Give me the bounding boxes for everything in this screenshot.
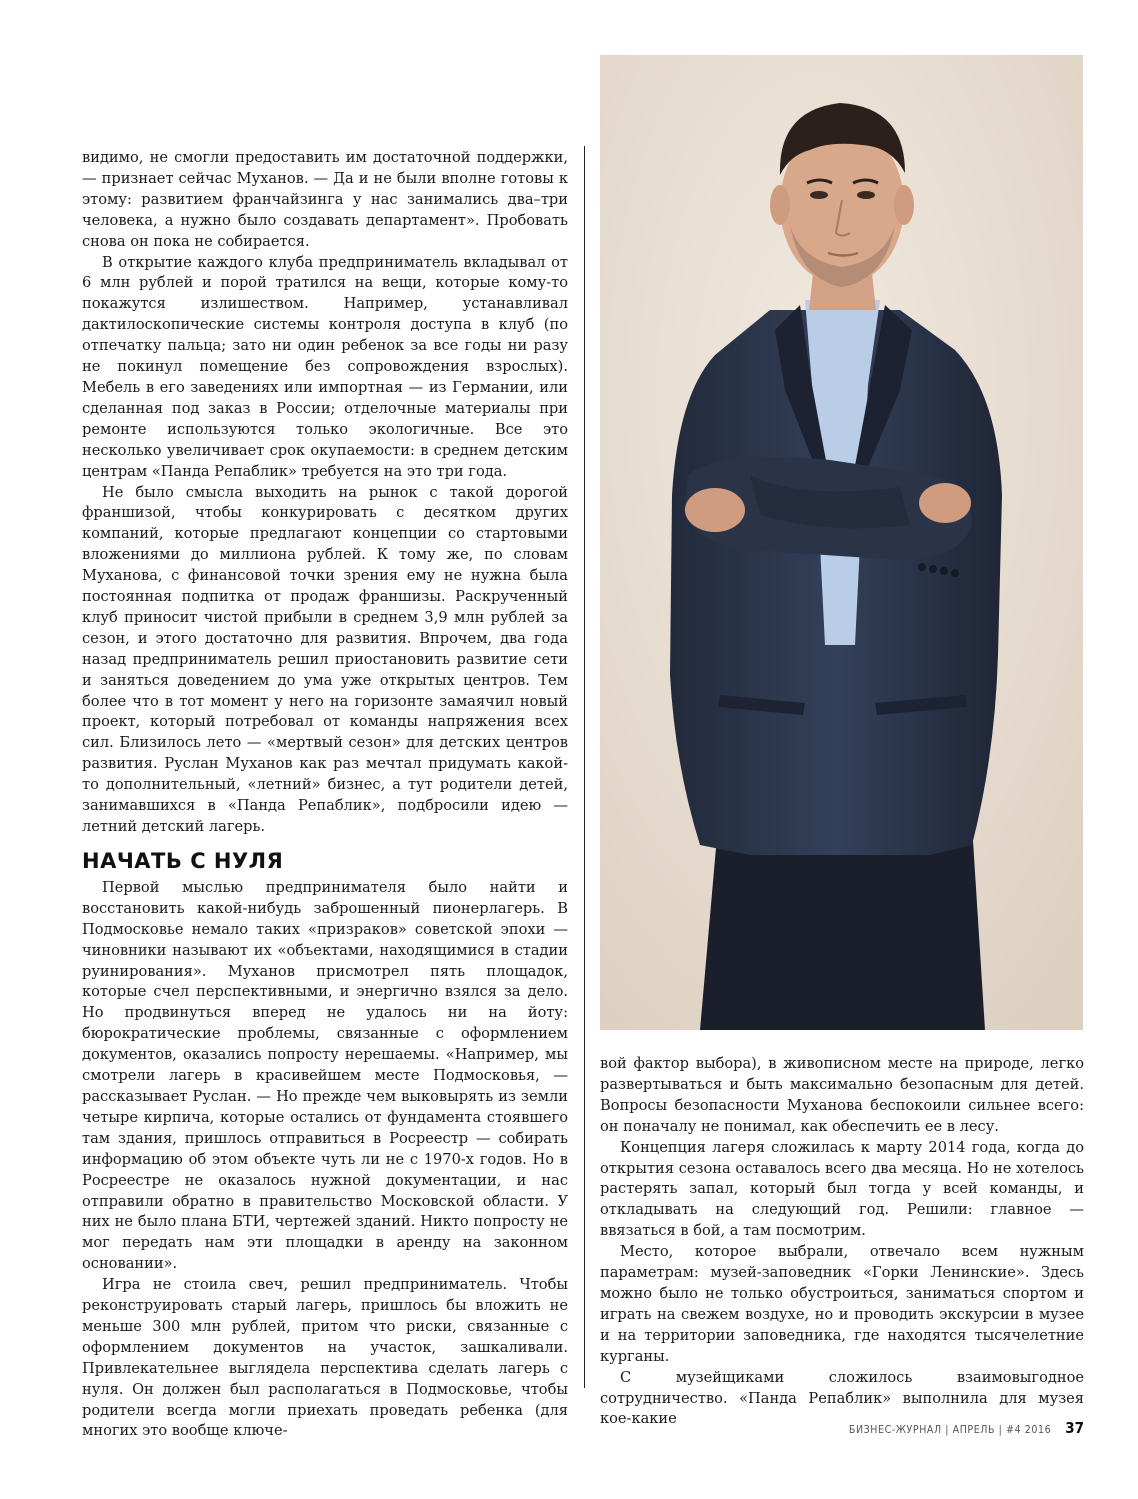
left-article-column [82, 148, 568, 1442]
trousers [700, 825, 985, 1030]
article-paragraph: вой фактор выбора), в живописном месте на природе, легко развертываться и быть максимально безопасным для детей. Вопросы безопасности Муханова беспокоили сильнее всего: он поначалу не понимал, как обеспечить ее в лесу. [600, 1055, 1084, 1135]
article-paragraph: Первой мыслью предпринимателя было найти и восстановить какой-нибудь заброшенный пионерлагерь. В Подмосковье немало таких «призраков» советской эпохи — чиновники называют их «объектами, находящимися в стадии руинирования». Муханов присмотрел пять площадок, которые счел перспективными, и энергично взялся за дело. Но продвинуться вперед не удалось ни на йоту: бюрократические проблемы, связанные с оформлением документов, оказались попросту нерешаемы. «Например, мы смотрели лагерь в красивейшем месте Подмосковья, — рассказывает Руслан. — Но прежде чем выковырять из земли четыре кирпича, которые остались от фундамента стоявшего там здания, пришлось отправиться в Росреестр — собирать информацию об этом объекте чуть ли не с 1970-х годов. Но в Росреестре не оказалось нужной документации, и нас отправили обратно в правительство Московской области. У них не было плана БТИ, чертежей зданий. Никто попросту не мог передать нам эти площадки в аренду на законном основании». [82, 878, 568, 1273]
page-number: 37 [1065, 1419, 1084, 1437]
article-paragraph: Не было смысла выходить на рынок с такой дорогой франшизой, чтобы конкурировать с десятком других компаний, которые предлагают концепции со стартовыми вложениями до миллиона рублей. К тому же, по словам Муханова, с финансовой точки зрения ему не нужна была постоянная подпитка от продаж франшизы. Раскрученный клуб приносит чистой прибыли в среднем 3,9 млн рублей за сезон, и этого достаточно для развития. Впрочем, два года назад предприниматель решил приостановить развитие сети и заняться доведением до ума уже открытых центров. Тем более что в тот момент у него на горизонте замаячил новый проект, который потребовал от команды напряжения всех сил. Близилось лето — «мертвый сезон» для детских центров развития. Руслан Муханов как раз мечтал придумать какой-то дополнительный, «летний» бизнес, а тут родители детей, занимавшихся в «Панда Репаблик», подбросили идею — летний детский лагерь. [82, 483, 568, 835]
right-article-column [600, 1054, 1084, 1430]
section-subheading: НАЧАТЬ С НУЛЯ [82, 848, 284, 873]
magazine-issue-label: БИЗНЕС-ЖУРНАЛ | АПРЕЛЬ | #4 2016 [848, 1424, 1052, 1436]
article-paragraph: Место, которое выбрали, отвечало всем нужным параметрам: музей-заповедник «Горки Ленинские». Здесь можно было не только обустроиться, заниматься спортом и играть на свежем воздухе, но и проводить экскурсии в музее и на территории заповедника, где находятся тысячелетние курганы. [600, 1243, 1084, 1365]
article-paragraph: С музейщиками сложилось взаимовыгодное сотрудничество. «Панда Репаблик» выполнила для музея кое-какие [600, 1368, 1084, 1428]
article-paragraph: Игра не стоила свеч, решил предприниматель. Чтобы реконструировать старый лагерь, пришлось бы вложить не меньше 300 млн рублей, притом что риски, связанные с оформлением документов на участок, зашкаливали. Привлекательнее выглядела перспектива сделать лагерь с нуля. Он должен был располагаться в Подмосковье, чтобы родители всегда могли приехать проведать ребенка (для многих это вообще ключе- [82, 1276, 568, 1440]
page-footer [849, 1419, 1084, 1437]
article-paragraph: В открытие каждого клуба предприниматель вкладывал от 6 млн рублей и порой тратился на вещи, которые кому-то покажутся излишеством. Например, устанавливал дактилоскопические системы контроля доступа в клуб (по отпечатку пальца; зато ни один ребенок за все годы ни разу не покинул помещение без сопровождения взрослых). Мебель в его заведениях или импортная — из Германии, или сделанная под заказ в России; отделочные материалы при ремонте используются только экологичные. Все это несколько увеличивает срок окупаемости: в среднем детским центрам «Панда Репаблик» требуется на это три года. [82, 253, 568, 480]
article-paragraph: Концепция лагеря сложилась к марту 2014 года, когда до открытия сезона оставалось всего два месяца. Но не хотелось растерять запал, который был тогда у всей команды, и откладывать на следующий год. Решили: главное — ввязаться в бой, а там посмотрим. [600, 1138, 1084, 1240]
portrait-illustration [600, 55, 1083, 1030]
left-hand [685, 488, 745, 532]
right-hand [919, 483, 971, 523]
portrait-photo [600, 55, 1083, 1030]
article-paragraph: видимо, не смогли предоставить им достаточной поддержки, — признает сейчас Муханов. — Да и не были вполне готовы к этому: развитием франчайзинга у нас занимались два–три человека, а нужно было создавать департамент». Пробовать снова он пока не собирается. [82, 149, 568, 250]
column-divider [584, 146, 585, 1388]
